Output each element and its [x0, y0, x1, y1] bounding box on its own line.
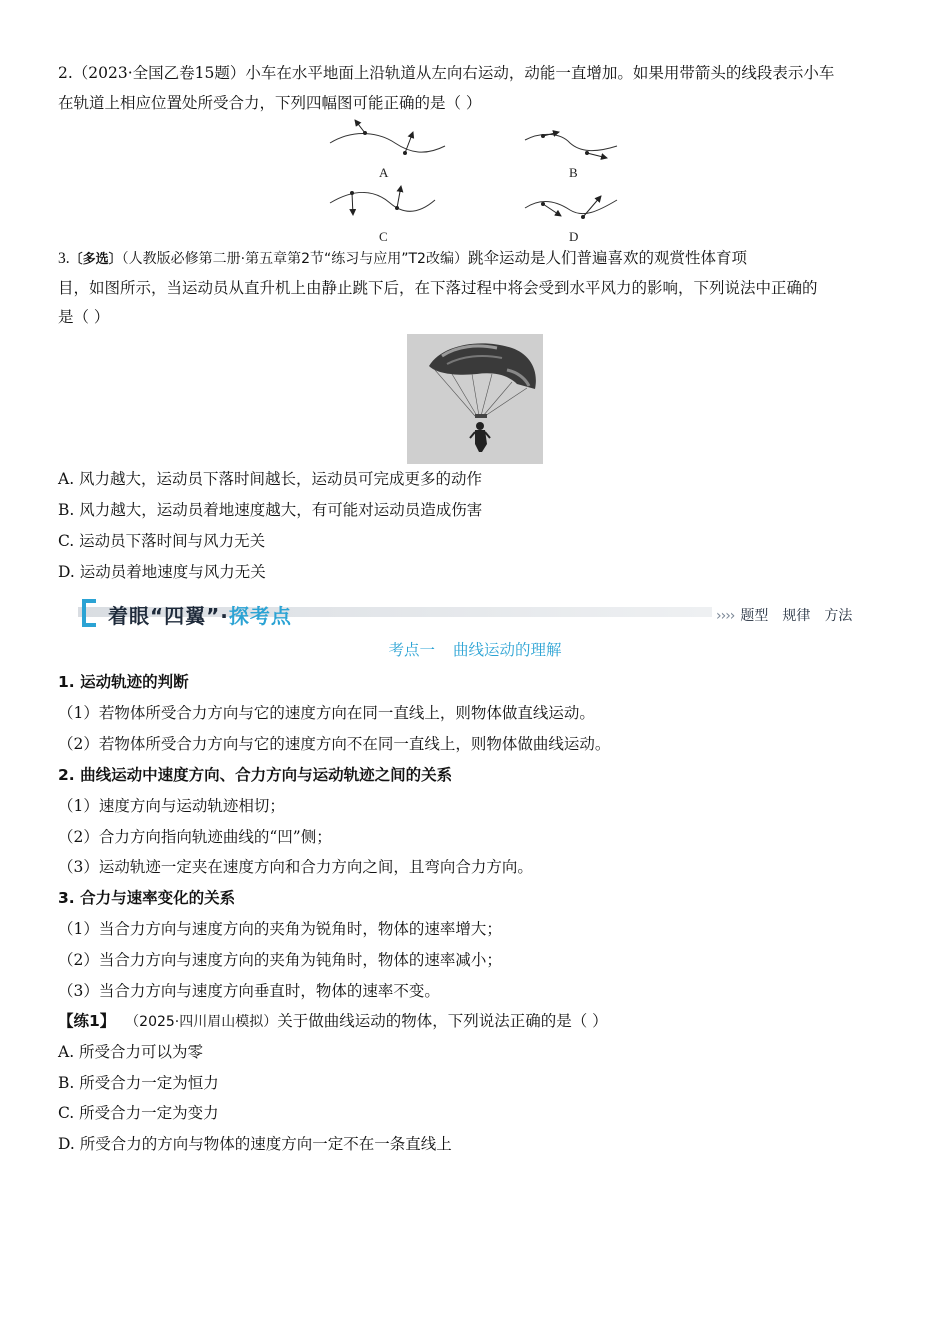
point-2-1: （1）速度方向与运动轨迹相切； — [58, 797, 285, 815]
q2-trajectory-figures — [325, 118, 625, 228]
figure-b — [525, 132, 617, 158]
banner-tags — [716, 605, 852, 625]
q3-stem-line1 — [58, 247, 747, 271]
practice-1-stem — [58, 1010, 608, 1033]
point-3-3: （3）当合力方向与速度方向垂直时，物体的速率不变。 — [58, 982, 440, 1000]
q3-number: 3. — [58, 250, 70, 267]
chevrons-icon: ›››› — [716, 608, 735, 624]
q3-stem-text: 跳伞运动是人们普遍喜欢的观赏性体育项 — [467, 249, 747, 267]
tag-question-type: 题型 — [740, 608, 769, 624]
point-2-2: （2）合力方向指向轨迹曲线的“凹”侧； — [58, 828, 332, 846]
figure-a-label: A — [379, 165, 389, 180]
q3-option-a: A. 风力越大，运动员下落时间越长，运动员可完成更多的动作 — [58, 470, 483, 488]
figure-a — [330, 120, 445, 155]
practice-source: （2025·四川眉山模拟） — [125, 1014, 278, 1030]
section-heading: 考点一 曲线运动的理解 — [388, 641, 562, 659]
point-heading-3: 3. 合力与速率变化的关系 — [58, 889, 236, 907]
figure-c-label: C — [379, 229, 388, 244]
practice-option-a: A. 所受合力可以为零 — [58, 1043, 204, 1061]
figure-d-label: D — [569, 229, 579, 244]
point-3-1: （1）当合力方向与速度方向的夹角为锐角时，物体的速率增大； — [58, 920, 502, 938]
banner-title: 着眼“四翼”·探考点 — [108, 604, 292, 628]
practice-option-b: B. 所受合力一定为恒力 — [58, 1074, 219, 1092]
q3-stem-line2: 目，如图所示，当运动员从直升机上由静止跳下后，在下落过程中将会受到水平风力的影响，下列说法中正确的 — [58, 279, 818, 297]
practice-tag: 【练1】 — [58, 1012, 116, 1030]
q3-option-d: D. 运动员着地速度与风力无关 — [58, 563, 266, 581]
q3-source: （人教版必修第二册·第五章第2节“练习与应用”T2改编） — [121, 251, 468, 267]
q3-option-b: B. 风力越大，运动员着地速度越大，有可能对运动员造成伤害 — [58, 501, 483, 519]
q3-stem-line3: 是（ ） — [58, 308, 110, 326]
figure-b-label: B — [569, 165, 578, 180]
tag-rule: 规律 — [782, 608, 811, 624]
q2-stem-line1: 2.（2023·全国乙卷15题）小车在水平地面上沿轨道从左向右运动，动能一直增加。如果用带箭头的线段表示小车 — [58, 64, 835, 82]
figure-d — [525, 196, 617, 219]
parachute-photo — [407, 334, 543, 464]
point-heading-1: 1. 运动轨迹的判断 — [58, 673, 189, 691]
practice-option-c: C. 所受合力一定为变力 — [58, 1104, 219, 1122]
practice-stem-text: 关于做曲线运动的物体，下列说法正确的是（ ） — [277, 1012, 608, 1030]
q3-multi-select-tag: 〔多选〕 — [69, 252, 122, 267]
q2-stem-line2: 在轨道上相应位置处所受合力，下列四幅图可能正确的是（ ） — [58, 94, 482, 112]
practice-option-d: D. 所受合力的方向与物体的速度方向一定不在一条直线上 — [58, 1135, 452, 1153]
point-heading-2: 2. 曲线运动中速度方向、合力方向与运动轨迹之间的关系 — [58, 766, 453, 784]
point-2-3: （3）运动轨迹一定夹在速度方向和合力方向之间，且弯向合力方向。 — [58, 858, 533, 876]
tag-method: 方法 — [824, 608, 853, 624]
q3-option-c: C. 运动员下落时间与风力无关 — [58, 532, 266, 550]
point-1-1: （1）若物体所受合力方向与它的速度方向在同一直线上，则物体做直线运动。 — [58, 704, 595, 722]
figure-c — [330, 186, 435, 215]
point-3-2: （2）当合力方向与速度方向的夹角为钝角时，物体的速率减小； — [58, 951, 502, 969]
point-1-2: （2）若物体所受合力方向与它的速度方向不在同一直线上，则物体做曲线运动。 — [58, 735, 611, 753]
